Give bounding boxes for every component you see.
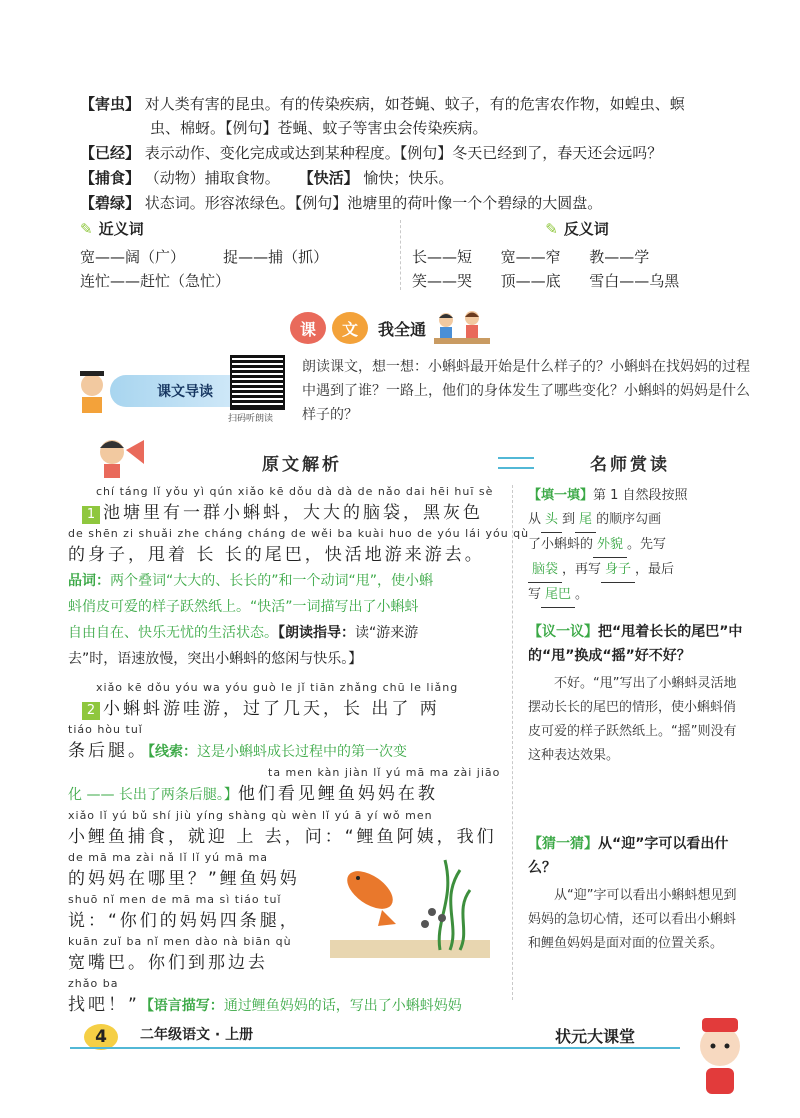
definition-term: 【已经】 <box>80 144 141 162</box>
lesson-guide-text: 朗读课文，想一想：小蝌蚪最开始是什么样子的？小蝌蚪在找妈妈的过程中遇到了谁？一路上，他们的身体发生了哪些变化？小蝌蚪的妈妈是什么样子的？ <box>302 359 750 423</box>
note-text: 通过鲤鱼妈妈的话，写出了小蝌蚪妈妈 <box>223 998 462 1014</box>
passage-line: 宽嘴巴。你们到那边去 <box>68 953 268 973</box>
pinyin-line: ta men kàn jiàn lǐ yú mā ma zài jiāo <box>268 766 501 779</box>
definition-row <box>80 166 740 190</box>
pencil-icon: ✎ <box>80 219 93 238</box>
definition-term: 【快活】 <box>298 169 359 187</box>
note-text: 两个叠词“大大的、长长的”和一个动词“甩”，使小蝌 <box>110 573 434 589</box>
decorative-swirl-icon <box>496 452 536 474</box>
question-text: 写 <box>528 587 542 602</box>
question-text: 从 <box>528 512 542 527</box>
passage-line: 池塘里有一群小蝌蚪，大大的脑袋，黑灰色 <box>103 503 483 523</box>
pinyin-line: chí táng lǐ yǒu yì qún xiǎo kē dǒu dà dà de nǎo dai hēi huī sè <box>96 485 494 498</box>
carp-pond-illustration <box>330 840 490 958</box>
antonyms-title: 反义词 <box>563 220 609 238</box>
question-text: 。 <box>575 587 589 602</box>
note-label: 品词： <box>68 573 110 589</box>
paragraph-number: 1 <box>82 506 100 524</box>
answer-blank: 身子 <box>601 558 635 583</box>
question-text: 从“迎”字可以看出什么？ <box>528 836 729 876</box>
definition-term: 【捕食】 <box>80 169 141 187</box>
question-text: 把“甩着长长的尾巴”中的“甩”换成“摇”好不好？ <box>528 624 743 664</box>
brand-name: 状元大课堂 <box>555 1027 636 1046</box>
question-text: ，再写 <box>562 562 602 577</box>
passage-line: 他们看见鲤鱼妈妈在教 <box>237 784 438 804</box>
sidebar-discuss <box>528 620 743 768</box>
answer-text: 不好。“甩”写出了小蝌蚪灵活地摆动长长的尾巴的情形，使小蝌蚪俏皮可爱的样子跃然纸上。“摇”则没有这种表达效果。 <box>528 676 737 763</box>
column-divider <box>512 485 513 1000</box>
answer-blank: 尾巴 <box>541 583 575 608</box>
answer-blank: 头 <box>541 508 562 533</box>
synonyms-title: 近义词 <box>98 220 144 238</box>
pinyin-line: xiǎo kē dǒu yóu wa yóu guò le jǐ tiān zhǎng chū le liǎng <box>96 681 459 694</box>
mascot-icon <box>690 1010 750 1100</box>
banner-title: 我全通 <box>378 319 427 339</box>
megaphone-girl-icon <box>92 432 152 482</box>
antonyms-heading <box>412 218 742 239</box>
definition-term: 【碧绿】 <box>80 194 141 212</box>
answer-blank: 尾 <box>575 508 596 533</box>
note-text: 蚪俏皮可爱的样子跃然纸上。“快活”一词描写出了小蝌蚪 <box>68 599 419 615</box>
passage-line: 小鲤鱼捕食，就迎 上 去，问：“鲤鱼阿姨，我们 <box>68 827 497 847</box>
antonym-line: 长——短 宽——窄 教——学 <box>412 248 650 266</box>
passage-line: 条后腿。 <box>68 741 148 761</box>
synonyms-box <box>80 218 400 293</box>
question-tag: 【议一议】 <box>528 624 598 640</box>
definition-row <box>80 141 740 165</box>
student-mascot-icon <box>70 365 114 415</box>
annotation-note <box>140 998 462 1014</box>
passage-line: 说：“你们的妈妈四条腿， <box>68 911 300 931</box>
banner-badge: 文 <box>332 312 368 344</box>
children-illustration-icon <box>432 308 492 348</box>
question-text: 。先写 <box>627 537 667 552</box>
definition-row <box>80 191 740 215</box>
pinyin-line: zhǎo ba <box>68 977 119 990</box>
pinyin-line: kuān zuǐ ba nǐ men dào nà biān qù <box>68 935 292 948</box>
divider <box>400 220 401 290</box>
question-text: 了小蝌蚪的 <box>528 537 594 552</box>
lesson-banner <box>290 303 530 353</box>
note-text: 这是小蝌蚪成长过程中的第一次变 <box>197 744 407 760</box>
pinyin-line: de mā ma zài nǎ lǐ lǐ yú mā ma <box>68 851 269 864</box>
answer-blank: 外貌 <box>593 533 627 558</box>
question-text: 到 <box>562 512 576 527</box>
sidebar-fill-in <box>528 484 743 608</box>
note-text: 自由自在、快乐无忧的生活状态。 <box>68 625 278 641</box>
annotation-note: 化 —— 长出了两条后腿。】 <box>68 787 238 803</box>
qr-code-icon[interactable] <box>230 355 285 410</box>
passage-paragraph-1 <box>68 484 530 672</box>
annotation-note <box>68 568 498 672</box>
answer-blank: 脑袋 <box>528 558 562 583</box>
pinyin-line: shuō nǐ men de mā ma sì tiáo tuǐ <box>68 893 282 906</box>
synonym-line: 宽——阔（广） 捉——捕（抓） <box>80 248 329 266</box>
paragraph-number: 2 <box>82 702 100 720</box>
definition-text-continued: 虫、棉蚜。【例句】苍蝇、蚊子等害虫会传染疾病。 <box>150 119 488 137</box>
section-title-teacher-reading: 名师赏读 <box>590 455 670 475</box>
question-tag: 【猜一猜】 <box>528 836 598 852</box>
pinyin-line: tiáo hòu tuǐ <box>68 723 143 736</box>
question-text: 的顺序勾画 <box>596 512 662 527</box>
page-number: 4 <box>84 1024 118 1050</box>
banner-badge: 课 <box>290 312 326 344</box>
note-text: 读“游来游 <box>355 625 419 641</box>
footer-rule <box>70 1047 680 1049</box>
passage-line: 的身子，甩着 长 长的尾巴，快活地游来游去。 <box>68 545 485 565</box>
definition-text: 状态词。形容浓绿色。【例句】池塘里的荷叶像一个个碧绿的大圆盘。 <box>144 194 603 212</box>
passage-line: 小蝌蚪游哇游，过了几天，长 出了 两 <box>103 699 440 719</box>
book-title: 二年级语文 · 上册 <box>140 1027 254 1043</box>
sidebar-guess <box>528 832 743 956</box>
pinyin-line: de shēn zi shuǎi zhe cháng cháng de wěi ba kuài huo de yóu lái yóu qù <box>68 527 530 540</box>
section-title-analysis: 原文解析 <box>262 455 342 475</box>
definition-term: 【害虫】 <box>80 95 141 113</box>
note-label: 【朗读指导： <box>278 625 355 641</box>
pinyin-line: xiǎo lǐ yú bǔ shí jiù yíng shàng qù wèn lǐ yú ā yí wǒ men <box>68 809 433 822</box>
antonym-line: 笑——哭 顶——底 雪白——乌黑 <box>412 272 680 290</box>
question-tag: 【填一填】 <box>528 488 594 503</box>
pencil-icon: ✎ <box>545 219 558 238</box>
note-text: 去”时，语速放慢，突出小蝌蚪的悠闲与快乐。】 <box>68 651 363 667</box>
definition-text: 愉快；快乐。 <box>363 169 454 187</box>
synonyms-heading <box>80 218 400 239</box>
annotation-note <box>148 744 407 760</box>
note-label: 【语言描写： <box>139 998 224 1014</box>
lesson-guide-button[interactable]: 课文导读 <box>110 375 260 407</box>
definition-row <box>80 92 740 140</box>
note-label: 【线索： <box>148 744 197 760</box>
qr-label: 扫码听朗读 <box>228 414 274 424</box>
lesson-guide <box>70 355 750 425</box>
question-text: 第 1 自然段按照 <box>593 488 688 503</box>
vocabulary-definitions <box>80 92 740 216</box>
passage-line: 的妈妈在哪里？”鲤鱼妈妈 <box>68 869 300 889</box>
definition-text: 对人类有害的昆虫。有的传染疾病，如苍蝇、蚊子，有的危害农作物，如蝗虫、螟 <box>144 95 685 113</box>
definition-text: （动物）捕取食物。 <box>144 169 280 187</box>
synonym-line: 连忙——赶忙（急忙） <box>80 272 231 290</box>
passage-line: 找吧！” <box>68 995 140 1015</box>
definition-text: 表示动作、变化完成或达到某种程度。【例句】冬天已经到了，春天还会远吗？ <box>144 144 663 162</box>
answer-text: 从“迎”字可以看出小蝌蚪想见到妈妈的急切心情，还可以看出小蝌蚪和鲤鱼妈妈是面对面的位置关系。 <box>528 888 737 951</box>
antonyms-box <box>412 218 742 293</box>
question-text: ，最后 <box>635 562 675 577</box>
